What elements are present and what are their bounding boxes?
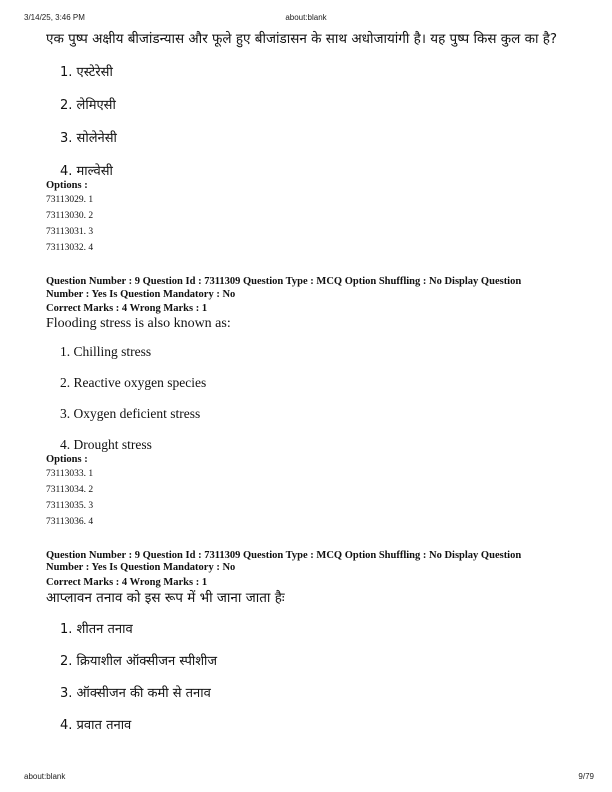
question-meta-cont: Number : Yes Is Question Mandatory : No [46,562,236,573]
question-meta-cont: Number : Yes Is Question Mandatory : No [46,288,236,300]
print-datetime: 3/14/25, 3:46 PM [24,13,85,22]
options-list [46,619,596,733]
options-label: Options : [46,180,88,191]
print-page-title: about:blank [285,13,327,22]
option-item: 4. माल्वेसी [60,164,113,179]
question-text: एक पुष्प अक्षीय बीजांडन्यास और फूले हुए बीजांडासन के साथ अधोजायांगी है। यह पुष्प किस कुल का है? [46,31,558,47]
option-id: 73113029. 1 [46,195,94,205]
print-url: about:blank [24,772,66,781]
question-block-hindi-2 [46,550,596,734]
question-text: Flooding stress is also known as: [46,315,231,331]
option-item: 1. शीतन तनाव [60,622,133,637]
option-id: 73113031. 3 [46,227,94,237]
question-meta: Question Number : 9 Question Id : 7311309 Question Type : MCQ Option Shuffling : No Display Question [46,549,522,561]
option-id: 73113032. 4 [46,243,94,253]
option-id: 73113033. 1 [46,468,94,479]
option-item: 4. Drought stress [60,436,152,452]
option-id-list [46,192,596,256]
question-meta: Question Number : 9 Question Id : 7311309 Question Type : MCQ Option Shuffling : No Display Question [46,276,522,287]
option-item: 2. Reactive oxygen species [60,374,207,390]
option-item: 2. क्रियाशील ऑक्सीजन स्पीशीज [60,654,218,669]
option-item: 3. Oxygen deficient stress [60,405,201,421]
options-list [46,62,596,179]
document-body [46,28,596,733]
option-item: 4. प्रवात तनाव [60,718,132,733]
question-text: आप्लावन तनाव को इस रूप में भी जाना जाता हैः [46,590,285,606]
option-item: 1. Chilling stress [60,343,152,359]
question-block-hindi-1 [46,28,596,256]
option-item: 3. ऑक्सीजन की कमी से तनाव [60,686,211,701]
question-block-english [46,276,596,530]
options-list [46,344,596,453]
option-id: 73113034. 2 [46,484,94,495]
option-id: 73113030. 2 [46,211,94,221]
question-marks: Correct Marks : 4 Wrong Marks : 1 [46,576,208,588]
option-id-list [46,466,596,530]
option-item: 2. लेमिएसी [60,98,116,113]
question-marks: Correct Marks : 4 Wrong Marks : 1 [46,303,208,314]
option-id: 73113035. 3 [46,500,94,511]
print-footer [0,772,612,786]
option-item: 1. एस्टेरेसी [60,65,113,80]
page-number: 9/79 [578,772,594,781]
option-item: 3. सोलेनेसी [60,131,117,146]
option-id: 73113036. 4 [46,516,94,527]
print-header [0,13,612,27]
options-label: Options : [46,453,88,465]
